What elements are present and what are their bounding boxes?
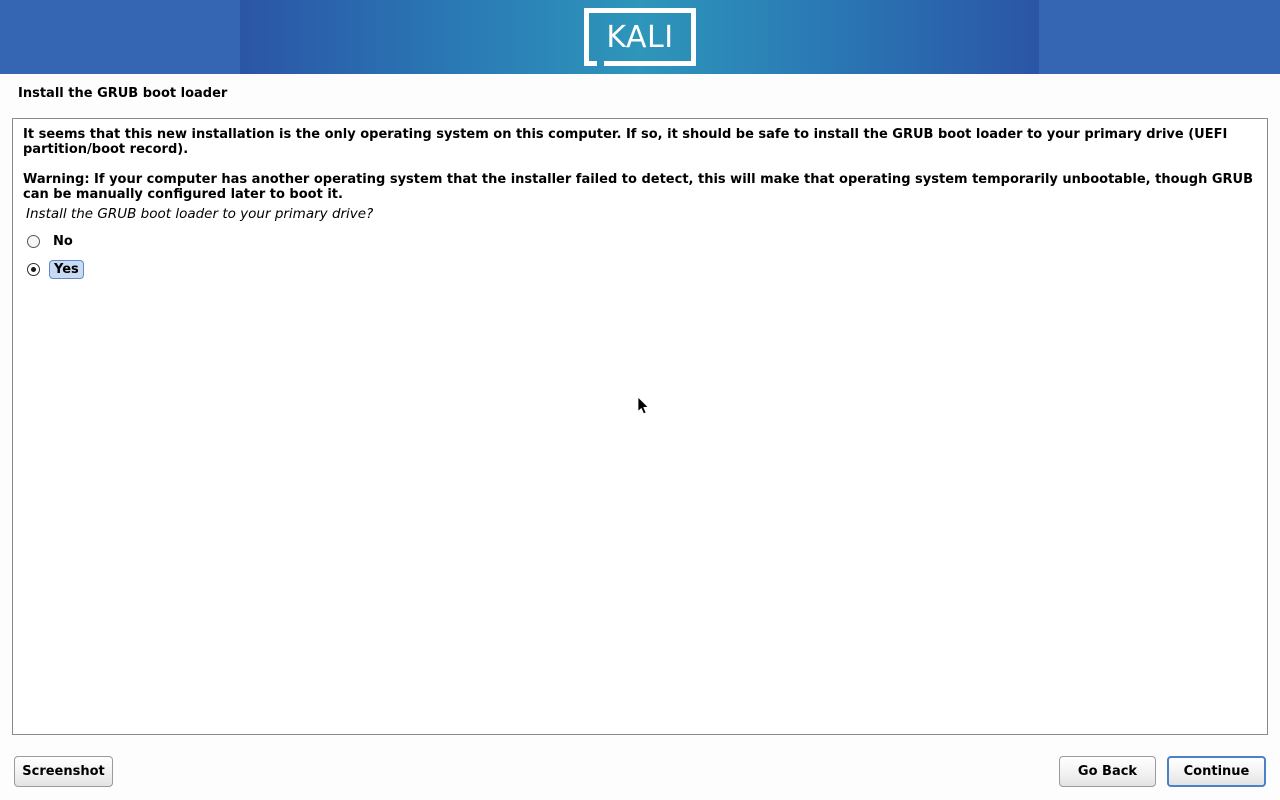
radio-option-no[interactable] xyxy=(27,233,1257,249)
radio-no-icon[interactable] xyxy=(27,235,40,248)
info-paragraph: It seems that this new installation is the only operating system on this computer. If so, it should be safe to install the GRUB boot loader to your primary drive (UEFI partition/boot record). xyxy=(23,127,1228,157)
question-text: Install the GRUB boot loader to your primary drive? xyxy=(26,206,374,222)
radio-option-yes[interactable] xyxy=(27,261,1257,277)
header-banner xyxy=(0,0,1280,74)
page-title: Install the GRUB boot loader xyxy=(18,86,228,101)
kali-logo xyxy=(584,8,696,66)
radio-no-label[interactable]: No xyxy=(53,233,73,249)
content-box xyxy=(12,118,1268,735)
screenshot-button[interactable]: Screenshot xyxy=(14,756,113,787)
go-back-button[interactable]: Go Back xyxy=(1059,756,1156,787)
radio-yes-label[interactable]: Yes xyxy=(49,260,84,279)
continue-button[interactable]: Continue xyxy=(1167,756,1266,787)
radio-yes-icon[interactable] xyxy=(27,263,40,276)
kali-logo-text: KALI xyxy=(606,20,674,55)
warning-paragraph: Warning: If your computer has another operating system that the installer failed to detect, this will make that operating system temporarily unbootable, though GRUB can be manually configured later to boot it. xyxy=(23,172,1253,202)
